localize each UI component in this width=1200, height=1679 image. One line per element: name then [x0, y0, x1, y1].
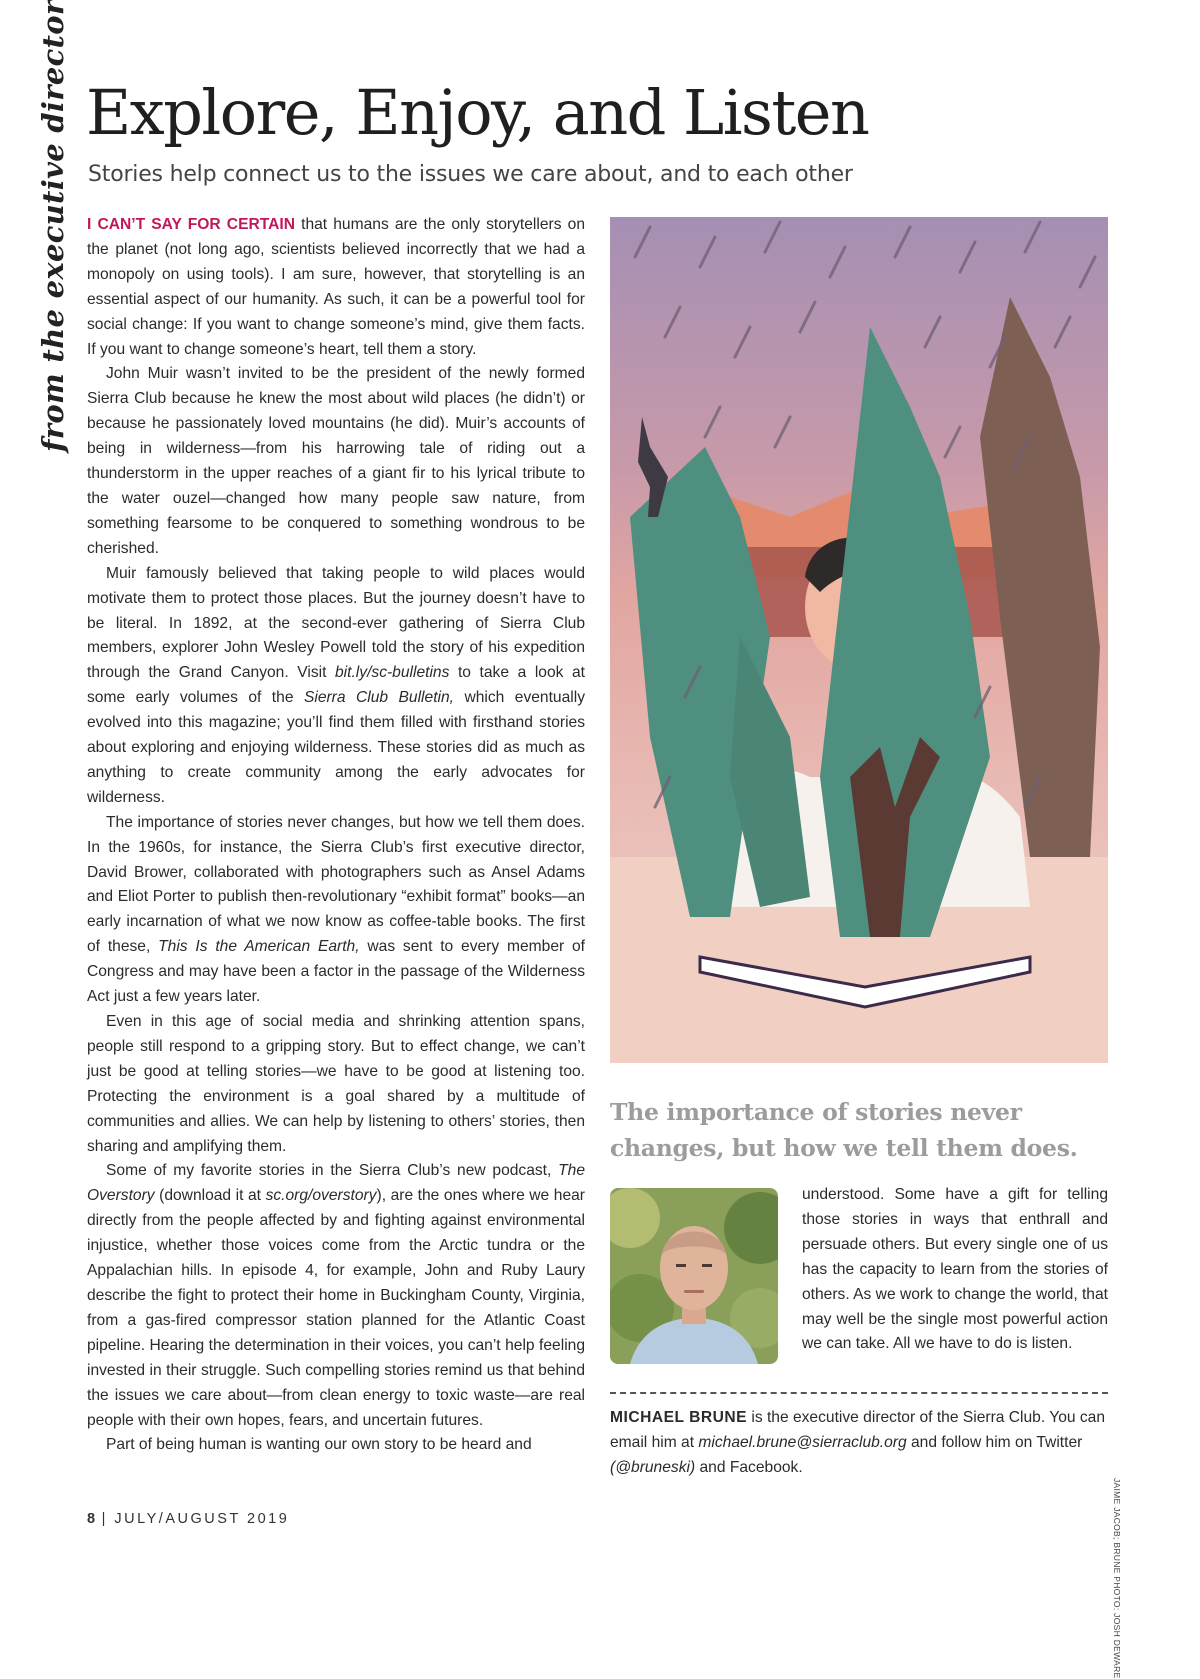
body-p4-text-a: The importance of stories never changes, but how we tell them does. In the 1960s, for instance, the Sierra Club’s first executive director, David Brower, collaborated with photographers such as Ansel Adams and Eliot Porter to publish then-revolutionary “exhibit format” books—an early incarnation of what we now know as coffee-table books. The first of these,	[87, 813, 585, 956]
author-portrait	[610, 1188, 778, 1364]
body-paragraph-7: Part of being human is wanting our own story to be heard and	[106, 1436, 532, 1454]
bio-text-a: is the executive director of the Sierra Club. You can email him at	[610, 1409, 1106, 1451]
portrait-art	[610, 1188, 778, 1364]
body-p4-text-b: was sent to every member of Congress and may have been a factor in the passage of the Wilderness Act just a few years later.	[87, 938, 586, 1006]
body-p3-text-b: to take a look at some early volumes of the	[87, 664, 585, 707]
author-name: MICHAEL BRUNE	[610, 1409, 748, 1426]
lead-in: I CAN’T SAY FOR CERTAIN	[87, 216, 295, 233]
body-paragraph-6	[87, 1159, 585, 1433]
body-paragraph-1	[87, 213, 585, 362]
body-p1-text: that humans are the only storytellers on the planet (not long ago, scientists believed incorrectly that we had a monopoly on using tools). I am sure, however, that storytelling is an essential aspect of our humanity. As such, it can be a powerful tool for social change: If you want to change someone’s mind, give them facts. If you want to change someone’s heart, tell them a story.	[87, 216, 586, 358]
headline: Explore, Enjoy, and Listen	[86, 76, 869, 149]
body-p6-text-a: Some of my favorite stories in the Sierra Club’s new podcast,	[106, 1162, 559, 1180]
author-email-link[interactable]: michael.brune@sierraclub.org	[698, 1433, 907, 1451]
book-title: This Is the American Earth,	[158, 938, 360, 956]
folio-separator: |	[95, 1511, 115, 1527]
author-bio	[610, 1406, 1108, 1481]
bio-text-c: and Facebook.	[695, 1458, 803, 1476]
body-p3-text-c: which eventually evolved into this magazine; you’ll find them filled with firsthand stories about exploring and enjoying wilderness. These stories did as much as anything to create community among the early advocates for wilderness.	[87, 689, 586, 806]
body-paragraph-2: John Muir wasn’t invited to be the president of the newly formed Sierra Club because he knew the most about wild places (he didn’t) or because he passionately loved mountains (he did). Muir’s accounts of being in wilderness—from his harrowing tale of riding out a thunderstorm in the upper reaches of a giant fir to his lyrical tribute to the water ouzel—changed how many people saw nature, from something fearsome to be conquered to something wondrous to be cherished.	[87, 365, 585, 557]
illustration-art	[610, 217, 1108, 1063]
pull-quote: The importance of stories never changes, but how we tell them does.	[610, 1098, 1078, 1162]
body-p3-text-a: Muir famously believed that taking people to wild places would motivate them to protect those places. But the journey doesn’t have to be literal. In 1892, at the second-ever gathering of Sierra Club members, explorer John Wesley Powell told the story of his expedition through the Grand Canyon. Visit	[87, 564, 585, 682]
podcast-link[interactable]: sc.org/overstory	[265, 1187, 377, 1205]
article-body-left-column	[87, 213, 585, 1458]
body-p6-text-c: ), are the ones where we hear directly from the people affected by and fighting against environmental injustice, whether those voices come from the Arctic tundra or the Appalachian hills. In episode 4, for example, John and Ruby Laury describe the fight to protect their home in Buckingham County, Virginia, from a gas-fired compressor station planned for the Atlantic Coast pipeline. Hearing the determination in their voices, you can’t help feeling invested in their struggle. Such compelling stories remind us that behind the issues we care about—from clean energy to toxic waste—are real people with their own hopes, fears, and uncertain futures.	[87, 1187, 585, 1429]
section-label: from the executive director	[36, 0, 70, 458]
body-p6-text-b: (download it at	[154, 1187, 266, 1205]
article-body-right-column: understood. Some have a gift for telling those stories in ways that enthrall and persuade others. But every single one of us has the capacity to learn from the stories of others. As we work to change the world, that may well be the single most powerful action we can take. All we have to do is listen.	[802, 1186, 1108, 1353]
page-folio	[87, 1511, 289, 1527]
issue-date: JULY/AUGUST 2019	[114, 1511, 290, 1527]
page-number: 8	[87, 1511, 96, 1527]
bio-dashed-divider	[610, 1392, 1108, 1394]
body-paragraph-4	[87, 811, 585, 1010]
author-twitter-link[interactable]: (@bruneski)	[610, 1458, 696, 1476]
body-paragraph-3	[87, 562, 585, 811]
photo-credit: JAIME JACOB; BRUNE PHOTO: JOSH DEWARE	[1112, 1478, 1122, 1679]
bio-text-b: and follow him on Twitter	[906, 1433, 1083, 1451]
bulletin-title: Sierra Club Bulletin,	[303, 689, 455, 707]
body-paragraph-5: Even in this age of social media and shrinking attention spans, people still respond to a gripping story. But to effect change, we can’t just be good at telling stories—we have to be good at listening too. Protecting the environment is a goal shared by a multitude of communities and allies. We can help by listening to others’ stories, then sharing and amplifying them.	[87, 1013, 585, 1155]
podcast-title: The Overstory	[87, 1162, 585, 1205]
deck: Stories help connect us to the issues we care about, and to each other	[88, 162, 853, 187]
bulletins-link[interactable]: bit.ly/sc-bulletins	[335, 664, 450, 682]
feature-illustration	[610, 217, 1108, 1063]
